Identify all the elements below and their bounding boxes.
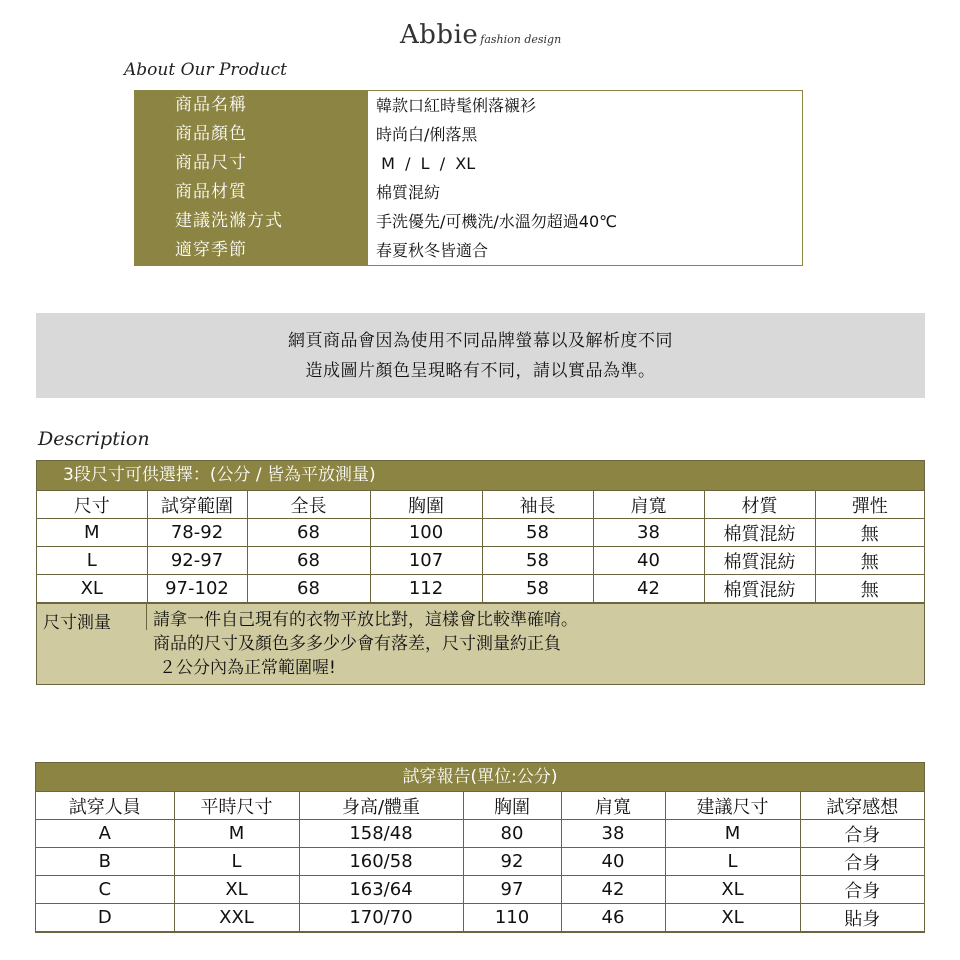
- table-cell: 合身: [800, 820, 924, 848]
- table-cell: 158/48: [299, 820, 463, 848]
- table-cell: 92-97: [147, 547, 247, 575]
- table-cell: M: [665, 820, 800, 848]
- table-cell: 97: [463, 876, 561, 904]
- size-measure-label: 尺寸測量: [37, 604, 147, 630]
- table-cell: 無: [815, 575, 924, 603]
- table-row: [36, 904, 924, 932]
- product-info-label: 商品尺寸: [135, 149, 367, 178]
- table-cell: 97-102: [147, 575, 247, 603]
- table-cell: 38: [593, 519, 704, 547]
- table-cell: 42: [593, 575, 704, 603]
- product-info-value: 手洗優先/可機洗/水溫勿超過40℃: [367, 207, 802, 236]
- color-notice: [36, 313, 925, 398]
- column-header: 彈性: [815, 491, 924, 519]
- column-header: 全長: [247, 491, 370, 519]
- product-info-label: 建議洗滌方式: [135, 207, 367, 236]
- table-row: [36, 876, 924, 904]
- brand-name: Abbie: [400, 20, 479, 50]
- size-measure-note: [37, 603, 924, 684]
- column-header: 材質: [704, 491, 815, 519]
- table-cell: 無: [815, 547, 924, 575]
- column-header: 身高/體重: [299, 792, 463, 820]
- table-cell: 58: [482, 519, 593, 547]
- table-cell: 58: [482, 547, 593, 575]
- table-cell: XL: [665, 876, 800, 904]
- table-cell: 貼身: [800, 904, 924, 932]
- size-measure-text: [147, 604, 578, 684]
- column-header: 試穿感想: [800, 792, 924, 820]
- table-cell: M: [37, 519, 147, 547]
- trial-table: [36, 791, 924, 932]
- table-cell: C: [36, 876, 174, 904]
- product-info-value: M / L / XL: [367, 149, 802, 178]
- size-chart: [36, 460, 925, 685]
- description-title: Description: [38, 428, 150, 450]
- product-info-value: 韓款口紅時髦俐落襯衫: [367, 91, 802, 120]
- table-cell: 棉質混紡: [704, 547, 815, 575]
- product-info-row: [135, 236, 802, 265]
- column-header: 尺寸: [37, 491, 147, 519]
- column-header: 試穿範圍: [147, 491, 247, 519]
- note-line: 請拿一件自己現有的衣物平放比對，這樣會比較準確唷。: [153, 610, 578, 630]
- table-row: [37, 575, 924, 603]
- product-info-row: [135, 91, 802, 120]
- table-cell: 46: [561, 904, 665, 932]
- product-info-table: [134, 90, 803, 266]
- product-info-label: 適穿季節: [135, 236, 367, 265]
- column-header: 建議尺寸: [665, 792, 800, 820]
- trial-report-header: 試穿報告(單位:公分): [36, 763, 924, 791]
- table-row: [36, 820, 924, 848]
- product-info-row: [135, 178, 802, 207]
- column-header: 肩寬: [593, 491, 704, 519]
- product-info-value: 春夏秋冬皆適合: [367, 236, 802, 265]
- table-cell: 78-92: [147, 519, 247, 547]
- table-row: [37, 519, 924, 547]
- notice-line: 網頁商品會因為使用不同品牌螢幕以及解析度不同: [288, 331, 673, 351]
- table-cell: 棉質混紡: [704, 575, 815, 603]
- table-cell: 42: [561, 876, 665, 904]
- note-line: 商品的尺寸及顏色多多少少會有落差，尺寸測量約正負: [153, 634, 561, 654]
- product-info-label: 商品顏色: [135, 120, 367, 149]
- product-info-label: 商品材質: [135, 178, 367, 207]
- table-cell: L: [174, 848, 299, 876]
- table-cell: D: [36, 904, 174, 932]
- column-header: 肩寬: [561, 792, 665, 820]
- product-info-label: 商品名稱: [135, 91, 367, 120]
- table-row: [36, 848, 924, 876]
- size-chart-header: 3段尺寸可供選擇：(公分 / 皆為平放測量): [37, 461, 924, 490]
- table-cell: 163/64: [299, 876, 463, 904]
- table-cell: B: [36, 848, 174, 876]
- trial-report: [35, 762, 925, 933]
- table-cell: XL: [174, 876, 299, 904]
- table-cell: 112: [370, 575, 482, 603]
- table-cell: 80: [463, 820, 561, 848]
- table-cell: 68: [247, 547, 370, 575]
- column-header: 胸圍: [463, 792, 561, 820]
- product-info-row: [135, 207, 802, 236]
- column-header: 平時尺寸: [174, 792, 299, 820]
- table-cell: 合身: [800, 876, 924, 904]
- table-cell: 68: [247, 575, 370, 603]
- note-line: ２公分內為正常範圍喔!: [159, 658, 336, 678]
- table-cell: 160/58: [299, 848, 463, 876]
- size-table: [37, 490, 924, 603]
- table-cell: M: [174, 820, 299, 848]
- table-cell: 92: [463, 848, 561, 876]
- table-cell: 38: [561, 820, 665, 848]
- table-cell: L: [37, 547, 147, 575]
- table-cell: 無: [815, 519, 924, 547]
- table-cell: 40: [593, 547, 704, 575]
- brand-logo: [400, 20, 561, 50]
- table-cell: L: [665, 848, 800, 876]
- table-cell: 170/70: [299, 904, 463, 932]
- column-header: 試穿人員: [36, 792, 174, 820]
- product-info-row: [135, 149, 802, 178]
- table-cell: 合身: [800, 848, 924, 876]
- table-cell: 58: [482, 575, 593, 603]
- notice-line: 造成圖片顏色呈現略有不同，請以實品為準。: [305, 361, 656, 381]
- column-header: 胸圍: [370, 491, 482, 519]
- table-cell: XL: [37, 575, 147, 603]
- size-table-header-row: [37, 491, 924, 519]
- table-cell: 40: [561, 848, 665, 876]
- table-cell: A: [36, 820, 174, 848]
- about-title: About Our Product: [124, 60, 287, 80]
- table-cell: 110: [463, 904, 561, 932]
- product-info-value: 時尚白/俐落黑: [367, 120, 802, 149]
- table-row: [37, 547, 924, 575]
- column-header: 袖長: [482, 491, 593, 519]
- table-cell: 107: [370, 547, 482, 575]
- trial-table-header-row: [36, 792, 924, 820]
- table-cell: XL: [665, 904, 800, 932]
- product-info-row: [135, 120, 802, 149]
- table-cell: XXL: [174, 904, 299, 932]
- table-cell: 68: [247, 519, 370, 547]
- product-info-value: 棉質混紡: [367, 178, 802, 207]
- brand-tagline: fashion design: [480, 33, 562, 46]
- table-cell: 棉質混紡: [704, 519, 815, 547]
- table-cell: 100: [370, 519, 482, 547]
